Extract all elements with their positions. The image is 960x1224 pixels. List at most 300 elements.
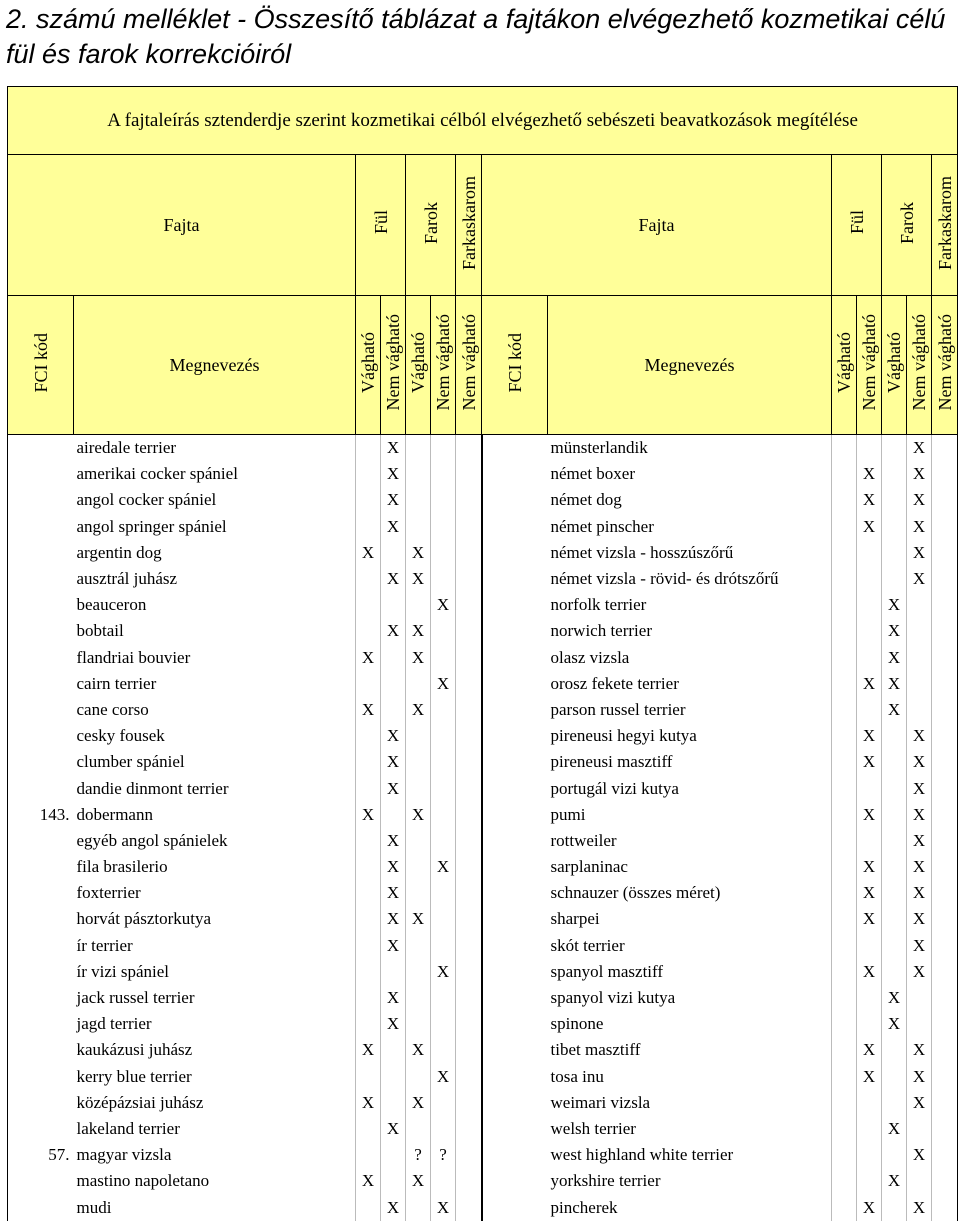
mark-cell: [932, 775, 958, 801]
fci-code-cell: [482, 880, 548, 906]
mark-cell: [857, 933, 882, 959]
mark-cell: [932, 749, 958, 775]
mark-cell: [832, 1142, 857, 1168]
mark-cell: [882, 487, 907, 513]
mark-cell: [857, 618, 882, 644]
mark-cell: [907, 592, 932, 618]
fci-code-cell: [8, 828, 74, 854]
table-row: [8, 671, 958, 697]
breed-name-cell: foxterrier: [76, 883, 141, 903]
mark-cell: X: [381, 880, 406, 906]
mark-cell: X: [907, 828, 932, 854]
fci-code-cell: [482, 775, 548, 801]
header-ful-left: Fül: [356, 155, 406, 296]
mark-cell: [882, 775, 907, 801]
mark-cell: X: [381, 487, 406, 513]
mark-cell: [356, 775, 381, 801]
fci-code-cell: [8, 959, 74, 985]
mark-cell: [882, 540, 907, 566]
mark-cell: [932, 1168, 958, 1194]
mark-cell: [456, 749, 482, 775]
table-row: [8, 1142, 958, 1168]
mark-cell: [381, 802, 406, 828]
mark-cell: [456, 880, 482, 906]
table-row: [8, 985, 958, 1011]
breed-name-cell: airedale terrier: [76, 438, 177, 458]
mark-cell: [456, 854, 482, 880]
mark-cell: X: [857, 854, 882, 880]
table-row: [8, 514, 958, 540]
breed-name-cell: német boxer: [550, 464, 635, 484]
page-title: 2. számú melléklet - Összesítő táblázat a fajtákon elvégezhető kozmetikai célú fül és farok korrekcióiról: [6, 4, 946, 69]
mark-cell: X: [381, 1011, 406, 1037]
breed-name-cell: középázsiai juhász: [76, 1092, 204, 1112]
mark-cell: [907, 671, 932, 697]
mark-cell: [907, 985, 932, 1011]
mark-cell: X: [907, 906, 932, 932]
mark-cell: [406, 461, 431, 487]
breed-name-cell: welsh terrier: [550, 1118, 636, 1138]
breed-name-cell: dandie dinmont terrier: [76, 778, 229, 798]
table-row: [8, 723, 958, 749]
fci-code-cell: [482, 566, 548, 592]
table-row: [8, 645, 958, 671]
breed-name-cell: horvát pásztorkutya: [76, 909, 212, 929]
mark-cell: [832, 1011, 857, 1037]
mark-cell: [832, 514, 857, 540]
mark-cell: [932, 645, 958, 671]
fci-code-cell: [482, 540, 548, 566]
mark-cell: [857, 566, 882, 592]
mark-cell: [431, 461, 456, 487]
mark-cell: X: [356, 645, 381, 671]
mark-cell: X: [406, 1037, 431, 1063]
mark-cell: [431, 906, 456, 932]
fci-code-cell: [482, 749, 548, 775]
fci-code-cell: [8, 749, 74, 775]
mark-cell: [832, 1064, 857, 1090]
mark-cell: X: [406, 906, 431, 932]
mark-cell: X: [406, 1168, 431, 1194]
fci-code-cell: [482, 697, 548, 723]
mark-cell: X: [907, 933, 932, 959]
mark-cell: X: [857, 1064, 882, 1090]
header-farok-right: Farok: [882, 155, 932, 296]
mark-cell: X: [381, 435, 406, 462]
mark-cell: X: [356, 697, 381, 723]
table-row: [8, 854, 958, 880]
mark-cell: [832, 566, 857, 592]
mark-cell: X: [857, 1194, 882, 1220]
mark-cell: X: [857, 749, 882, 775]
mark-cell: [857, 645, 882, 671]
fci-code-cell: [482, 592, 548, 618]
breed-name-cell: beauceron: [76, 595, 147, 615]
header-vaghato: Vágható: [832, 296, 857, 435]
breed-name-cell: német vizsla - rövid- és drótszőrű: [550, 569, 779, 589]
mark-cell: [932, 1011, 958, 1037]
mark-cell: [456, 540, 482, 566]
mark-cell: [456, 671, 482, 697]
mark-cell: [456, 828, 482, 854]
table-row: [8, 592, 958, 618]
mark-cell: [456, 723, 482, 749]
mark-cell: [431, 618, 456, 644]
table-row: [8, 618, 958, 644]
breed-name-cell: dobermann: [76, 804, 153, 824]
mark-cell: [456, 435, 482, 462]
breed-name-cell: clumber spániel: [76, 752, 185, 772]
table-banner: A fajtaleírás sztenderdje szerint kozmetikai célból elvégezhető sebészeti beavatkozások megítélése: [8, 87, 958, 155]
mark-cell: [406, 828, 431, 854]
mark-cell: [857, 1168, 882, 1194]
mark-cell: [932, 671, 958, 697]
breed-name-cell: német dog: [550, 490, 622, 510]
mark-cell: X: [381, 723, 406, 749]
mark-cell: [356, 671, 381, 697]
breed-name-cell: münsterlandik: [550, 438, 648, 458]
fci-code-cell: [8, 671, 74, 697]
mark-cell: X: [857, 487, 882, 513]
header-vaghato: Vágható: [356, 296, 381, 435]
mark-cell: [381, 645, 406, 671]
header-fajta-left: Fajta: [8, 155, 356, 296]
mark-cell: X: [857, 802, 882, 828]
breed-name-cell: west highland white terrier: [550, 1145, 734, 1165]
mark-cell: X: [381, 514, 406, 540]
fci-code-cell: [482, 461, 548, 487]
mark-cell: [832, 1168, 857, 1194]
mark-cell: [406, 959, 431, 985]
breed-name-cell: rottweiler: [550, 830, 617, 850]
mark-cell: [406, 1194, 431, 1220]
mark-cell: [431, 540, 456, 566]
mark-cell: [381, 1142, 406, 1168]
mark-cell: [832, 1194, 857, 1220]
mark-cell: [832, 828, 857, 854]
breed-name-cell: jack russel terrier: [76, 988, 195, 1008]
mark-cell: [456, 1011, 482, 1037]
fci-code-cell: [482, 514, 548, 540]
mark-cell: [356, 828, 381, 854]
mark-cell: X: [431, 959, 456, 985]
mark-cell: [882, 514, 907, 540]
table-row: [8, 487, 958, 513]
breed-name-cell: spanyol vizi kutya: [550, 988, 676, 1008]
fci-code-cell: [482, 1168, 548, 1194]
mark-cell: X: [907, 959, 932, 985]
mark-cell: [431, 933, 456, 959]
mark-cell: X: [907, 802, 932, 828]
mark-cell: [832, 959, 857, 985]
mark-cell: X: [381, 775, 406, 801]
mark-cell: [932, 828, 958, 854]
mark-cell: [356, 1116, 381, 1142]
breed-name-cell: ausztrál juhász: [76, 569, 178, 589]
mark-cell: [907, 618, 932, 644]
mark-cell: [356, 723, 381, 749]
mark-cell: X: [431, 1194, 456, 1220]
mark-cell: [406, 854, 431, 880]
mark-cell: [456, 618, 482, 644]
breed-name-cell: schnauzer (összes méret): [550, 883, 721, 903]
mark-cell: X: [406, 802, 431, 828]
mark-cell: [857, 697, 882, 723]
mark-cell: X: [907, 749, 932, 775]
breed-name-cell: cairn terrier: [76, 673, 157, 693]
fci-code-cell: [482, 1011, 548, 1037]
mark-cell: [832, 985, 857, 1011]
mark-cell: X: [907, 1194, 932, 1220]
mark-cell: [406, 880, 431, 906]
mark-cell: [832, 775, 857, 801]
mark-cell: [356, 461, 381, 487]
mark-cell: [381, 697, 406, 723]
mark-cell: [882, 749, 907, 775]
breed-name-cell: skót terrier: [550, 935, 625, 955]
mark-cell: X: [857, 906, 882, 932]
mark-cell: [381, 1064, 406, 1090]
mark-cell: X: [406, 540, 431, 566]
table-row: [8, 435, 958, 462]
breed-name-cell: német vizsla - hosszúszőrű: [550, 542, 734, 562]
mark-cell: X: [381, 933, 406, 959]
mark-cell: [456, 1116, 482, 1142]
mark-cell: [431, 880, 456, 906]
table-row: [8, 1168, 958, 1194]
mark-cell: [932, 1194, 958, 1220]
breed-name-cell: angol springer spániel: [76, 516, 227, 536]
table-row: [8, 749, 958, 775]
mark-cell: [456, 1064, 482, 1090]
mark-cell: [907, 1116, 932, 1142]
mark-cell: [456, 933, 482, 959]
breed-name-cell: lakeland terrier: [76, 1118, 180, 1138]
mark-cell: [406, 933, 431, 959]
mark-cell: X: [857, 959, 882, 985]
mark-cell: X: [857, 461, 882, 487]
mark-cell: [932, 1090, 958, 1116]
mark-cell: [857, 775, 882, 801]
fci-code-cell: [8, 540, 74, 566]
mark-cell: [882, 880, 907, 906]
mark-cell: [456, 487, 482, 513]
mark-cell: [857, 592, 882, 618]
mark-cell: [456, 461, 482, 487]
fci-code-cell: [482, 671, 548, 697]
fci-code-cell: [8, 514, 74, 540]
mark-cell: ?: [431, 1142, 456, 1168]
mark-cell: [882, 1194, 907, 1220]
table-row: [8, 1090, 958, 1116]
mark-cell: [932, 566, 958, 592]
mark-cell: X: [356, 1090, 381, 1116]
fci-code-cell: [8, 1168, 74, 1194]
breed-name-cell: magyar vizsla: [76, 1145, 172, 1165]
mark-cell: [431, 1090, 456, 1116]
fci-code-cell: [8, 618, 74, 644]
fci-code-cell: [8, 1194, 74, 1220]
mark-cell: X: [356, 1037, 381, 1063]
table-row: [8, 828, 958, 854]
breed-name-cell: spinone: [550, 1014, 604, 1034]
breed-table: [7, 86, 958, 1221]
breed-name-cell: norwich terrier: [550, 621, 652, 641]
fci-code-cell: [482, 828, 548, 854]
mark-cell: [907, 1011, 932, 1037]
breed-name-cell: kaukázusi juhász: [76, 1040, 193, 1060]
mark-cell: [882, 723, 907, 749]
mark-cell: [907, 697, 932, 723]
mark-cell: [882, 828, 907, 854]
mark-cell: X: [882, 645, 907, 671]
mark-cell: [882, 1037, 907, 1063]
table-row: [8, 461, 958, 487]
breed-name-cell: parson russel terrier: [550, 699, 686, 719]
mark-cell: [406, 1011, 431, 1037]
mark-cell: X: [882, 592, 907, 618]
header-fajta-right: Fajta: [482, 155, 832, 296]
mark-cell: [456, 697, 482, 723]
header-farok-left: Farok: [406, 155, 456, 296]
mark-cell: [882, 933, 907, 959]
mark-cell: X: [406, 697, 431, 723]
mark-cell: [431, 723, 456, 749]
breed-name-cell: amerikai cocker spániel: [76, 464, 238, 484]
mark-cell: [932, 880, 958, 906]
mark-cell: [356, 749, 381, 775]
mark-cell: X: [907, 854, 932, 880]
mark-cell: [832, 592, 857, 618]
fci-code-cell: [482, 435, 548, 462]
table-row: [8, 1116, 958, 1142]
fci-code-cell: [8, 985, 74, 1011]
table-row: [8, 802, 958, 828]
mark-cell: [381, 671, 406, 697]
breed-name-cell: sharpei: [550, 909, 600, 929]
fci-code-cell: [8, 461, 74, 487]
mark-cell: [832, 854, 857, 880]
mark-cell: [932, 1142, 958, 1168]
fci-code-cell: [482, 802, 548, 828]
mark-cell: [857, 1142, 882, 1168]
header-nem-vaghato: Nem vágható: [456, 296, 482, 435]
breed-name-cell: argentin dog: [76, 542, 162, 562]
mark-cell: X: [907, 540, 932, 566]
mark-cell: X: [907, 487, 932, 513]
mark-cell: [932, 514, 958, 540]
mark-cell: [356, 592, 381, 618]
fci-code-cell: [8, 487, 74, 513]
mark-cell: X: [381, 618, 406, 644]
mark-cell: [406, 514, 431, 540]
breed-name-cell: mastino napoletano: [76, 1171, 210, 1191]
mark-cell: X: [381, 1194, 406, 1220]
fci-code-cell: 143.: [8, 802, 74, 828]
table-row: [8, 880, 958, 906]
mark-cell: X: [882, 618, 907, 644]
header-nem-vaghato: Nem vágható: [907, 296, 932, 435]
fci-code-cell: [8, 697, 74, 723]
mark-cell: X: [907, 514, 932, 540]
mark-cell: [356, 933, 381, 959]
mark-cell: X: [907, 880, 932, 906]
fci-code-cell: [482, 933, 548, 959]
table-row: [8, 1064, 958, 1090]
mark-cell: X: [356, 802, 381, 828]
mark-cell: [456, 1168, 482, 1194]
table-row: [8, 540, 958, 566]
mark-cell: [932, 435, 958, 462]
mark-cell: X: [882, 671, 907, 697]
fci-code-cell: [8, 775, 74, 801]
mark-cell: [832, 618, 857, 644]
mark-cell: X: [882, 985, 907, 1011]
mark-cell: [431, 514, 456, 540]
mark-cell: [832, 802, 857, 828]
mark-cell: X: [381, 566, 406, 592]
breed-name-cell: pumi: [550, 804, 586, 824]
mark-cell: X: [882, 697, 907, 723]
mark-cell: [406, 592, 431, 618]
fci-code-cell: [8, 933, 74, 959]
mark-cell: X: [431, 671, 456, 697]
mark-cell: [356, 906, 381, 932]
mark-cell: X: [907, 566, 932, 592]
mark-cell: X: [857, 723, 882, 749]
fci-code-cell: [482, 1090, 548, 1116]
table-row: [8, 1037, 958, 1063]
mark-cell: [356, 854, 381, 880]
header-nem-vaghato: Nem vágható: [932, 296, 958, 435]
fci-code-cell: [482, 487, 548, 513]
fci-code-cell: [482, 985, 548, 1011]
mark-cell: [832, 723, 857, 749]
mark-cell: [431, 828, 456, 854]
mark-cell: [431, 697, 456, 723]
mark-cell: X: [907, 1090, 932, 1116]
mark-cell: X: [907, 435, 932, 462]
mark-cell: [832, 906, 857, 932]
table-row: [8, 906, 958, 932]
mark-cell: X: [406, 645, 431, 671]
mark-cell: [356, 566, 381, 592]
mark-cell: [907, 1168, 932, 1194]
breed-name-cell: német pinscher: [550, 516, 654, 536]
breed-name-cell: orosz fekete terrier: [550, 673, 679, 693]
mark-cell: [406, 671, 431, 697]
header-ful-right: Fül: [832, 155, 882, 296]
mark-cell: [882, 1090, 907, 1116]
mark-cell: X: [356, 540, 381, 566]
mark-cell: [882, 435, 907, 462]
mark-cell: X: [356, 1168, 381, 1194]
header-nem-vaghato: Nem vágható: [857, 296, 882, 435]
mark-cell: [431, 645, 456, 671]
fci-code-cell: 57.: [8, 1142, 74, 1168]
fci-code-cell: [482, 906, 548, 932]
breed-name-cell: sarplaninac: [550, 857, 628, 877]
mark-cell: [832, 749, 857, 775]
mark-cell: [356, 1011, 381, 1037]
mark-cell: [406, 435, 431, 462]
fci-code-cell: [8, 1064, 74, 1090]
breed-name-cell: norfolk terrier: [550, 595, 647, 615]
breed-name-cell: weimari vizsla: [550, 1092, 651, 1112]
breed-name-cell: tibet masztiff: [550, 1040, 641, 1060]
fci-code-cell: [482, 645, 548, 671]
breed-name-cell: pireneusi masztiff: [550, 752, 673, 772]
